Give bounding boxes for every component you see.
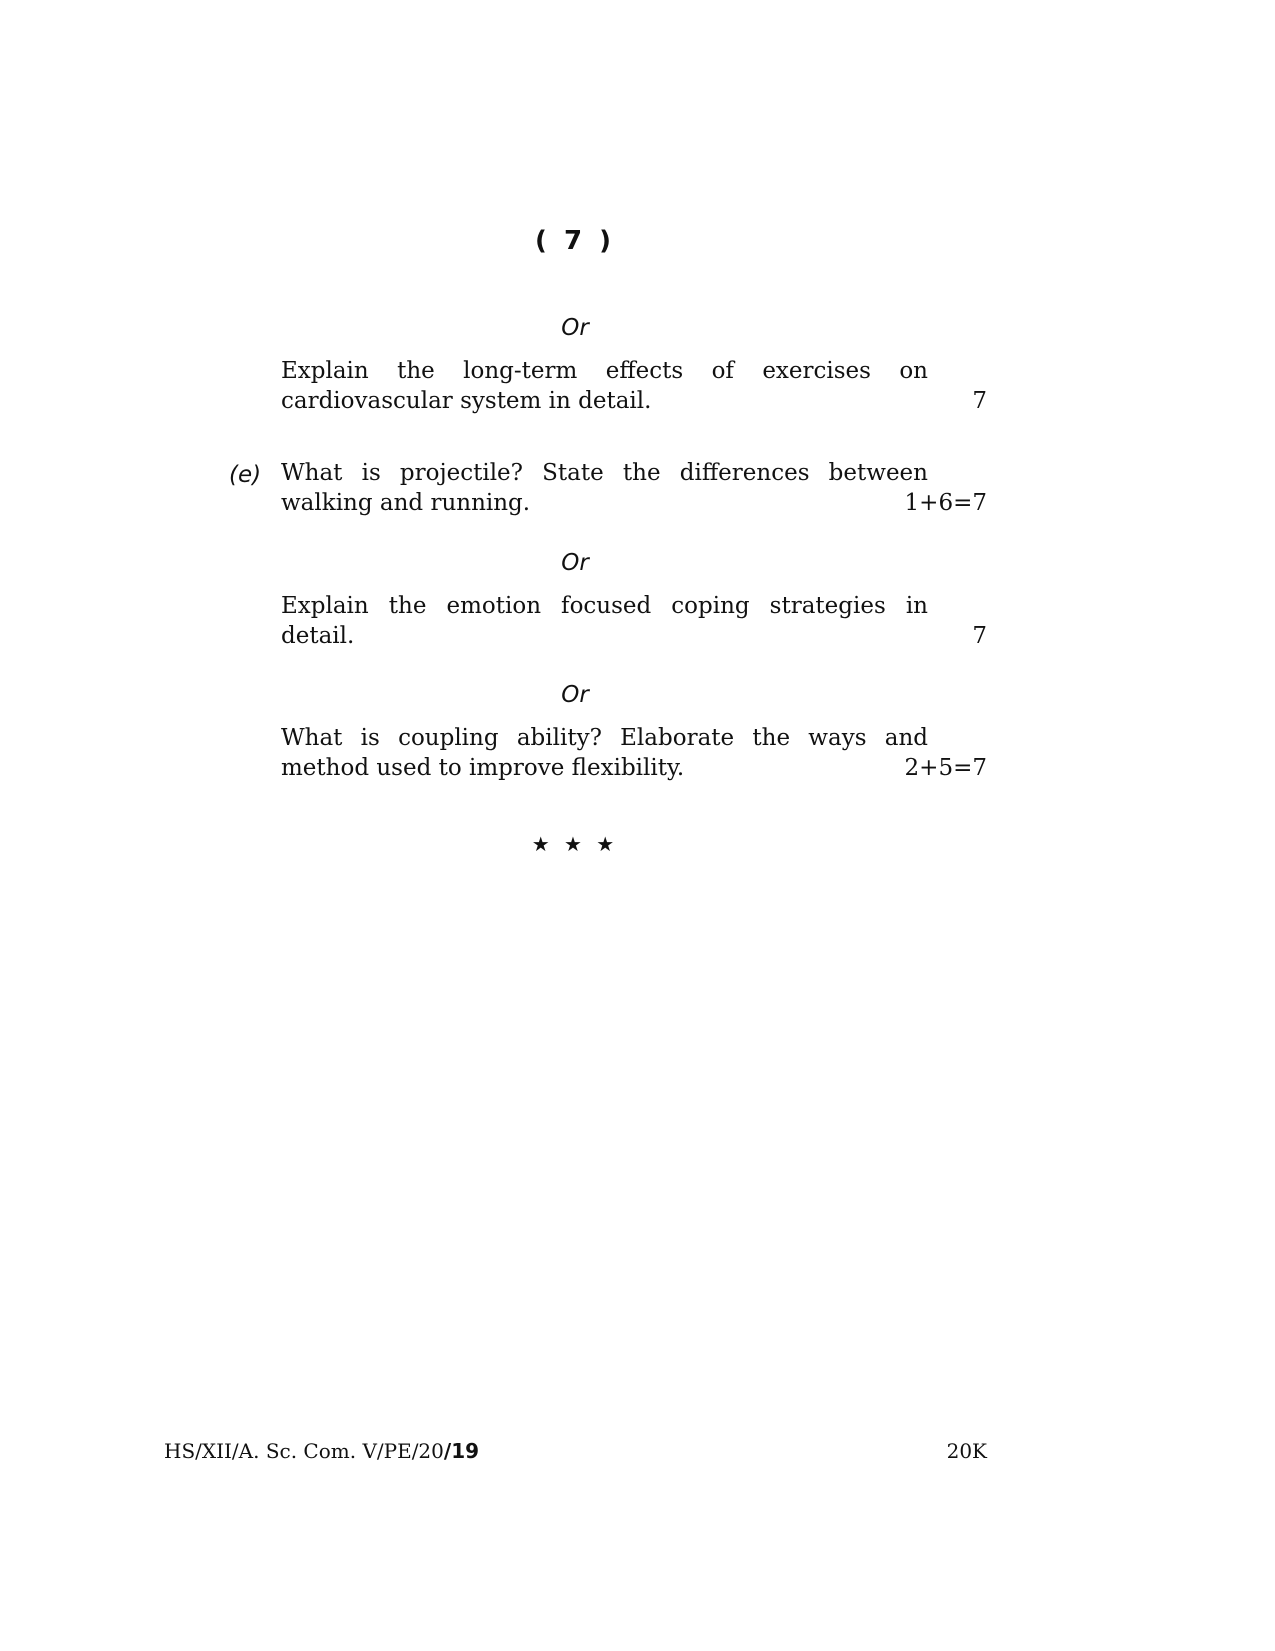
paper-code-prefix: HS/XII/A. Sc. Com. V/PE/20: [164, 1439, 444, 1463]
end-stars: ★ ★ ★: [531, 832, 619, 856]
or-separator: Or: [561, 315, 589, 341]
question-line: Explain the emotion focused coping strategies in: [281, 593, 928, 619]
marks: 7: [972, 623, 987, 649]
page-number: ( 7 ): [535, 226, 615, 256]
question-label: (e): [229, 462, 262, 488]
marks: 1+6=7: [904, 490, 987, 516]
question-e-alt-2: [281, 723, 987, 783]
question-line: What is coupling ability? Elaborate the ways and: [281, 725, 928, 751]
question-line: method used to improve flexibility.: [281, 755, 685, 781]
paper-code-suffix: /19: [443, 1439, 480, 1463]
question-line: walking and running.: [281, 490, 531, 516]
marks: 7: [972, 388, 987, 414]
question-e: [281, 458, 987, 518]
question-e-alt-1: [281, 591, 987, 651]
question-line: cardiovascular system in detail.: [281, 388, 652, 414]
or-separator: Or: [561, 550, 589, 576]
question-d-alt: [281, 356, 987, 416]
print-count: 20K: [946, 1439, 987, 1463]
footer: [164, 1439, 987, 1463]
marks: 2+5=7: [904, 755, 987, 781]
or-separator: Or: [561, 682, 589, 708]
question-line: What is projectile? State the differences between: [281, 460, 928, 486]
question-line: Explain the long-term effects of exercises on: [281, 358, 928, 384]
paper-code: [164, 1439, 479, 1463]
question-line: detail.: [281, 623, 355, 649]
